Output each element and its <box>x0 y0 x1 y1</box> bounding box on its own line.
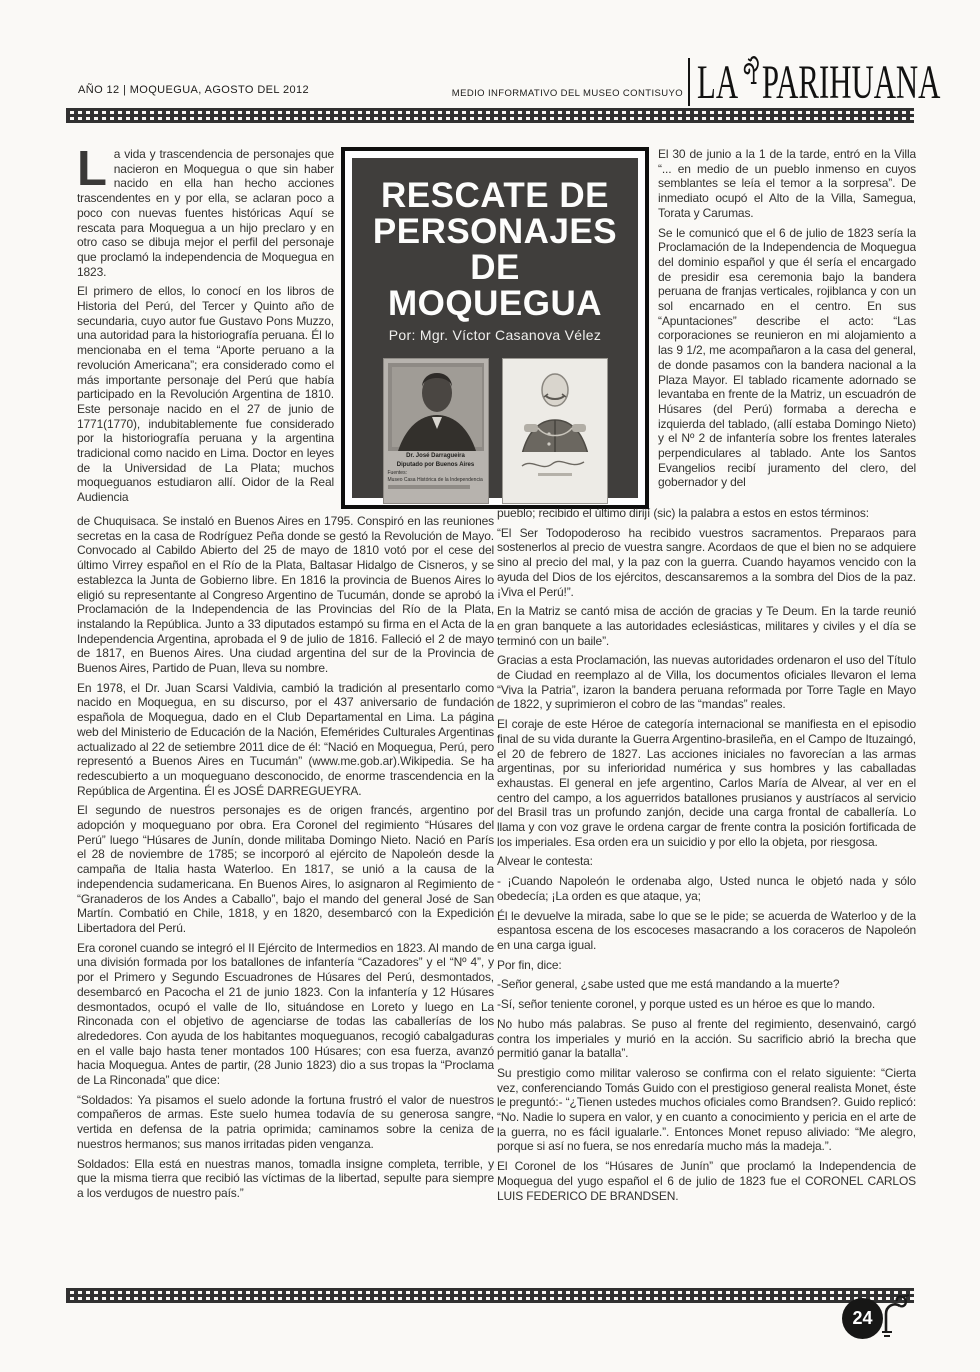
portrait-brandsen <box>502 358 608 504</box>
paragraph: -Sí, señor teniente coronel, y porque usted es un héroe es que lo mando. <box>497 997 876 1012</box>
feature-box-inner <box>352 158 638 498</box>
feature-title-line: DE <box>470 248 520 287</box>
parihuana-bird-footer-icon <box>876 1288 912 1345</box>
masthead-divider <box>688 58 690 106</box>
issue-info: AÑO 12 | MOQUEGUA, AGOSTO DEL 2012 <box>78 84 310 96</box>
paragraph: Gracias a esta Proclamación, las nuevas autoridades ordenaron el uso del Título de Ciudad en reemplazo al de Villa, los documentos oficiales llevaron el lema “Viva la Patria”, izaron la bandera peruana reformada por Torre Tagle en Mayo de 1822, y suprimieron el cobro de las “mandas” reales. <box>497 653 916 712</box>
paragraph: El Coronel de los “Húsares de Junín” que proclamó la Independencia de Moquegua del yugo español el 6 de julio de 1823 fue el CORONEL CARLOS LUIS FEDERICO DE BRANDSEN. <box>497 1159 916 1203</box>
paragraph: Soldados: Ella está en nuestras manos, tomadla insigne completa, terrible, y que la misma tierra que recibió las víctimas de la libertad, sepulte para siempre a los verdugos de nuestro país.” <box>77 1156 494 1200</box>
portrait-brandsen-photo <box>508 364 602 452</box>
feature-title-line: RESCATE DE <box>381 176 609 215</box>
column-right-top <box>658 147 916 512</box>
paragraph: Alvear le contesta: <box>497 854 593 869</box>
left-top-paragraphs <box>77 284 334 505</box>
lead-paragraph <box>77 147 334 279</box>
portrait-darragueira <box>383 358 489 504</box>
portrait-caption-name: Dr. José Darragueira <box>406 453 465 459</box>
paragraph: El primero de ellos, lo conocí en los libros de Historia del Perú, del Tercer y Quinto año de secundaria, cuyo autor fue Gustavo Pons Muzzo, una autoridad para la historiografía peruana. Él lo mencionaba en el tema “Aporte peruano a la revolución Americana”; era considerado como el más importante personaje del Perú que había participado en la Revolución Argentina de 1810. Este personaje nacido en el 27 de junio de 1771(1770), indubitablemente fue considerado por la historiografía peruana y la argentina tradicional como nacido en Lima. Doctor en leyes de la Universidad de La Plata; muchos moqueguanos estudiaron allí. Oidor de la Real Audiencia <box>77 284 334 505</box>
paragraph: pueblo; recibido el último dirijí (sic) la palabra a estos en estos términos: <box>497 506 869 520</box>
drop-cap: L <box>77 147 107 196</box>
paragraph: Era coronel cuando se integró el II Ejército de Intermedios en 1823. Al mando de una división formada por los batallones de infantería “Cazadores” y el “Nº 4”, y por el Primero y Segundo Escuadrones de Húsares del Perú, desmontados, desembarcó en Pacocha el 21 de junio 1823. Con la infantería y 12 Húsares desmontados, ocupó el valle de Ilo, situándose en Loreto y luego en La Rinconada con el objetivo de agenciarse de todas las caballerías de los alrededores. Con ayuda de los habitantes moqueguanos, recogió cabalgaduras en el valle bajo hasta tener montados 100 Húsares; con esa fuerza, avanzó hacia Moquegua. Antes de partir, (28 Junio 1823) dio a sus tropas la “Proclama de La Rinconada” que dice: <box>77 940 494 1088</box>
column-left-top <box>77 147 334 512</box>
paragraph: “El Ser Todopoderoso ha recibido vuestros sacramentos. Preparaos para sostenerlos al precio de vuestra sangre. Acordaos de que el bien no se adquiere sino al precio del mal, y la paz con la guerra. Cuando hayamos vencido con la ayuda del Dios de los ejércitos, descansaremos a la sombra del Dios de la paz. ¡Viva el Perú!”. <box>497 525 916 599</box>
page-number: 24 <box>852 1308 873 1328</box>
paragraph: En la Matriz se cantó misa de acción de gracias y Te Deum. En la tarde reunió en gran banquete a las autoridades eclesiásticas, militares y civiles y el día se terminó con un baile”. <box>497 604 916 648</box>
feature-title <box>352 178 638 322</box>
parihuana-bird-icon <box>738 53 762 112</box>
column-left-main <box>77 514 494 1286</box>
paragraph: El coraje de este Héroe de categoría internacional se manifiesta en el episodio final de su vida durante la Guerra Argentino-brasileña, en el Campo de Ituzaingó, el 20 de febrero de 1827. Las acciones iniciales no favorecían a las armas argentinas, por su inferioridad numérica y sus hombres y las caballadas exhaustas. El general en jefe argentino, Carlos María de Alvear, al ver en el centro del campo, a los aguerridos batallones prusianos y austríacos al servicio del Brasil tras un profundo zanjón, decide una carga frontal de caballería. Lo llama y con voz grave le ordena cargar de frente contra la posición fortificada de los imperiales. Esa orden era un suicidio y por ello la objeta, por riesgosa. <box>497 717 916 849</box>
paragraph: No hubo más palabras. Se puso al frente del regimiento, desenvainó, cargó contra los imperiales y murió en la acción. Su sacrificio abrió la brecha que permitió ganar la batalla”. <box>497 1016 916 1061</box>
masthead-name: PARIHUANA <box>761 55 941 109</box>
paragraph: de Chuquisaca. Se instaló en Buenos Aires en 1795. Conspiró en las reuniones secretas en la casa de Rodríguez Peña donde se gestó la Revolución de Mayo. Convocado al Cabildo Abierto del 25 de mayo de 1810 votó por el cese del último Virrey español en el Río de la Plata, Baltasar Hidalgo de Cisneros, y se establezca la Junta de Gobierno libre. En 1816 la provincia de Buenos Aires lo eligió su representante al Congreso Argentino de Tucumán, donde se aprobó la Proclamación de la Independencia de las Provincias del Río de la Plata, instalando la República. Junto a 33 diputados estampó su firma en el Acta de la Independencia Argentina, aprobada el 9 de julio de 1816. Falleció el 2 de mayo de 1817, en Buenos Aires. Una ciudad argentina del sur de la Provincia de Buenos Aires, Partido de Puan, lleva su nombre. <box>77 514 494 676</box>
paragraph: Por fin, dice: <box>497 957 562 972</box>
medium-info: MEDIO INFORMATIVO DEL MUSEO CONTISUYO <box>451 88 683 99</box>
paragraph: - ¡Cuando Napoleón le ordenaba algo, Usted nunca le objetó nada y sólo obedecía; ¡La orden es que ataque, ya; <box>497 874 916 903</box>
portrait-caption-role: Diputado por Buenos Aires <box>396 462 475 468</box>
decorative-border-bottom <box>66 1288 914 1303</box>
paragraph: El 30 de junio a la 1 de la tarde, entró en la Villa “... en medio de un pueblo inmenso en cuyos semblantes se leía el temor a la sorpresa”. De inmediato ocupó el Alto de la Villa, Samegua, Torata y Carumas. <box>658 147 916 220</box>
paragraph: El segundo de nuestros personajes es de origen francés, argentino por adopción y moqueguano por obra. Era Coronel del regimiento “Húsares del Perú” luego “Húsares de Junín, donde militaba Domingo Nieto. Nació en París el 28 de noviembre de 1785; se incorporó al ejército de Napoleón desde la campaña de Italia hasta Waterloo. En 1817, se unió a la causa de la independencia sudamericana. En Buenos Aires, lo asignaron al Regimiento de “Granaderos de los Andes a Caballo”, bajo el mando del general José de San Martín. Combatió en Chile, 1818, y en 1820, desembarcó con la Expedición Libertadora del Perú. <box>77 803 494 935</box>
portrait-source-url-bar <box>388 485 471 489</box>
right-main-paragraphs <box>497 506 916 1203</box>
lead-text: a vida y trascendencia de personajes que nacieron en Moquegua o que sin haber nacido en ella han hecho acciones trascendentes en y por ella, se aclaran poco a poco con nuevas fuentes históricas Aquí se rescata para Moquegua a un hijo preclaro y en otro caso se dibuja mejor el perfil del personaje que proclamó la independencia de Moquegua en 1823. <box>77 147 334 279</box>
paragraph: Su prestigio como militar valeroso se confirma con el relato siguiente: “Cierta vez, conferenciando Tomás Guido con el prestigioso general realista Monet, éste le preguntó:- “¿Tienen ustedes muchos oficiales como Brandsen?. Guido replicó: “No. Nadie lo supera en valor, y en cuanto a conocimiento y pericia en el arte de la guerra, no es fácil igualarle.”. Entonces Monet repuso aliviado: “Me alegro, porque si así no fuera, se nos enredaría mucho más la madeja.”. <box>497 1065 916 1154</box>
portrait-darragueira-photo <box>388 363 484 451</box>
portrait-source: Museo Casa Histórica de la Independencia <box>387 477 483 483</box>
feature-box <box>341 147 649 509</box>
paragraph: En 1978, el Dr. Juan Scarsi Valdivia, cambió la tradición al presentarlo como nacido en Moquegua, en su discurso, por el 437 aniversario de fundación española de Moquegua, dado en el Club Departamental en Lima. La página web del Ministerio de Educación de la Nación, Efemérides Culturales Argentinas actualizado al 22 de setiembre 2011 dice de él: “Nació en Moquegua, Perú, pero representó a Buenos Aires en Tucumán” (www.me.gob.ar).Wikipedia. Se ha redescubierto a un moqueguano desconocido, de enorme trascendencia en la República de Argentina. Él es JOSÉ DARREGUEYRA. <box>77 680 494 798</box>
left-main-paragraphs <box>77 514 494 1201</box>
portrait-gallery <box>352 358 638 504</box>
paragraph: Él le devuelve la mirada, sabe lo que se le pide; se acuerda de Waterloo y de la espantosa escena de los escoceses masacrando a los coraceros de Napoleón en una carga igual. <box>497 908 916 952</box>
right-top-paragraphs <box>658 147 916 490</box>
column-right-main <box>497 506 916 1286</box>
paragraph: -Señor general, ¿sabe usted que me está mandando a la muerte? <box>497 977 840 992</box>
feature-title-line: MOQUEGUA <box>388 284 602 323</box>
portrait-signature <box>508 452 602 482</box>
decorative-border-top <box>66 108 914 123</box>
paragraph: Se le comunicó que el 6 de julio de 1823 sería la Proclamación de la Independencia de Moquegua del dominio español y que él sería el encargado de presidir esa ceremonia bajo la bandera peruana de franjas verticales, rojiblanca y con un sol encarnado en el centro. En sus “Apuntaciones” describe el acto: “Las corporaciones se reunieron en mi alojamiento a las 9 1/2, me acompañaron a la casa del general, de donde pasamos con la bandera nacional a la Plaza Mayor. El tablado ricamente adornado se levantaba en frente de la Matriz, un escuadrón de Húsares (del Perú) formaba a derecha e izquierda del tablado, (allí estaba Domingo Nieto) y el Nº 2 de infantería sobre los frentes laterales perpendiculares al tablado. Ante los Santos Evangelios recibí juramento del clero, del gobernador y del <box>658 225 916 490</box>
feature-title-line: PERSONAJES <box>372 212 618 251</box>
feature-byline: Por: Mgr. Víctor Casanova Vélez <box>388 327 602 343</box>
masthead-logo <box>697 55 941 109</box>
portrait-source-label: Fuentes: <box>387 470 407 476</box>
paragraph: “Soldados: Ya pisamos el suelo adonde la fortuna frustró el valor de nuestros compañeros de armas. Este suelo humea todavía de su generosa sangre, vertida en defensa de la patria oprimida; caminamos sobre la ceniza de nuestros hermanos; sus manos irritadas piden venganza. <box>77 1092 494 1151</box>
masthead-la: LA <box>697 55 739 109</box>
